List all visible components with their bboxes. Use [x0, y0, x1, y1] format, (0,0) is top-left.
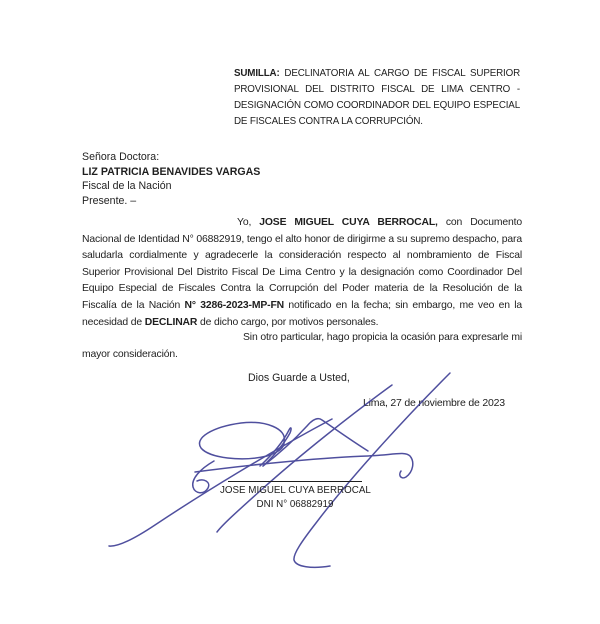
signature-line — [228, 481, 362, 482]
farewell-line: Dios Guarde a Usted, — [248, 372, 350, 384]
body-text: Yo, — [237, 217, 260, 228]
signature-stroke-curl — [193, 461, 214, 493]
resolution-number: N° 3286-2023-MP-FN — [184, 299, 285, 311]
signatory-name-inline: JOSE MIGUEL CUYA BERROCAL, — [259, 217, 438, 228]
body-text: con Documento Nacional de Identidad N° 06882919, tengo el alto honor de dirigirme a su supremo despacho, para saludarla cordialmente y agradecerle la consideración respecto al nombramiento de Fiscal Superior Provisional Del Distrito Fiscal De Lima Centro y la designación como Coordinador Del Equipo Especial de Fiscales Contra la Corrupción del Poder materia de la Resolución de la Fiscalía de la Nación — [82, 217, 522, 311]
signature-block — [220, 481, 370, 511]
signature-stroke-peak2 — [263, 419, 368, 466]
recipient-block — [82, 150, 260, 208]
signature-stroke-peak — [260, 428, 291, 466]
recipient-salutation: Señora Doctora: — [82, 151, 160, 163]
recipient-title: Fiscal de la Nación — [82, 180, 172, 193]
sumilla-label: SUMILLA: — [234, 68, 280, 79]
body-paragraph-1 — [82, 215, 522, 331]
body-text: notificado en la fecha; sin embargo, me veo en la necesidad de — [82, 299, 522, 328]
signatory-dni: DNI N° 06882919 — [256, 498, 334, 510]
signature-stroke-horizontal — [195, 454, 413, 478]
signature-stroke-oval — [199, 422, 284, 458]
declinar-emphasis: DECLINAR — [144, 316, 198, 328]
body-paragraph-2: Sin otro particular, hago propicia la ocasión para expresarle mi mayor consideración. — [82, 332, 522, 360]
recipient-name: LIZ PATRICIA BENAVIDES VARGAS — [82, 165, 261, 178]
recipient-presente: Presente. – — [82, 194, 137, 207]
signatory-name: JOSE MIGUEL CUYA BERROCAL — [220, 485, 371, 496]
sumilla-block — [234, 66, 520, 130]
body-text: de dicho cargo, por motivos personales. — [197, 316, 379, 328]
date-line: Lima, 27 de noviembre de 2023 — [363, 397, 505, 409]
sumilla-text: DECLINATORIA AL CARGO DE FISCAL SUPERIOR PROVISIONAL DEL DISTRITO FISCAL DE LIMA CENTRO - DESIGNACIÓN COMO COORDINADOR DEL EQUIPO ESPECIAL DE FISCALES CONTRA LA CORRUPCIÓN. — [234, 68, 520, 127]
